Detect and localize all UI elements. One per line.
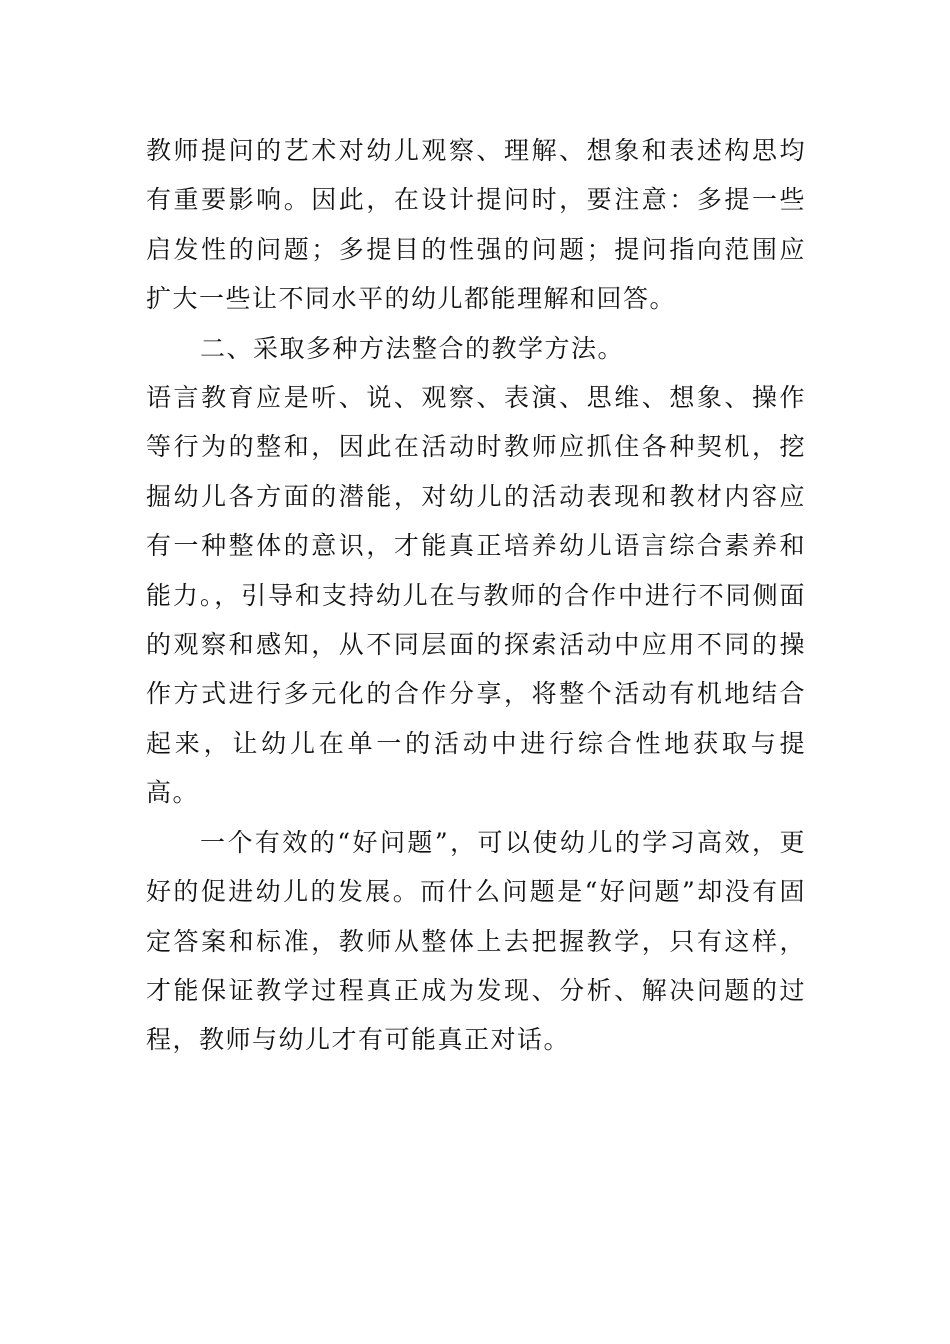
document-body — [146, 126, 806, 1065]
paragraph-language-education: 语言教育应是听、说、观察、表演、思维、想象、操作等行为的整和，因此在活动时教师应抓住各种契机，挖掘幼儿各方面的潜能，对幼儿的活动表现和教材内容应有一种整体的意识，才能真正培养幼儿语言综合素养和能力。，引导和支持幼儿在与教师的合作中进行不同侧面的观察和感知，从不同层面的探索活动中应用不同的操作方式进行多元化的合作分享，将整个活动有机地结合起来，让幼儿在单一的活动中进行综合性地获取与提高。 — [146, 383, 806, 808]
section-heading-integrated-methods: 二、采取多种方法整合的教学方法。 — [200, 333, 625, 363]
paragraph-good-question: 一个有效的“好问题”，可以使幼儿的学习高效，更好的促进幼儿的发展。而什么问题是“好问题”却没有固定答案和标准，教师从整体上去把握教学，只有这样，才能保证教学过程真正成为发现、分析、解决问题的过程，教师与幼儿才有可能真正对话。 — [146, 827, 806, 1055]
paragraph-questioning-art: 教师提问的艺术对幼儿观察、理解、想象和表述构思均有重要影响。因此，在设计提问时，要注意：多提一些启发性的问题；多提目的性强的问题；提问指向范围应扩大一些让不同水平的幼儿都能理解和回答。 — [146, 136, 806, 314]
